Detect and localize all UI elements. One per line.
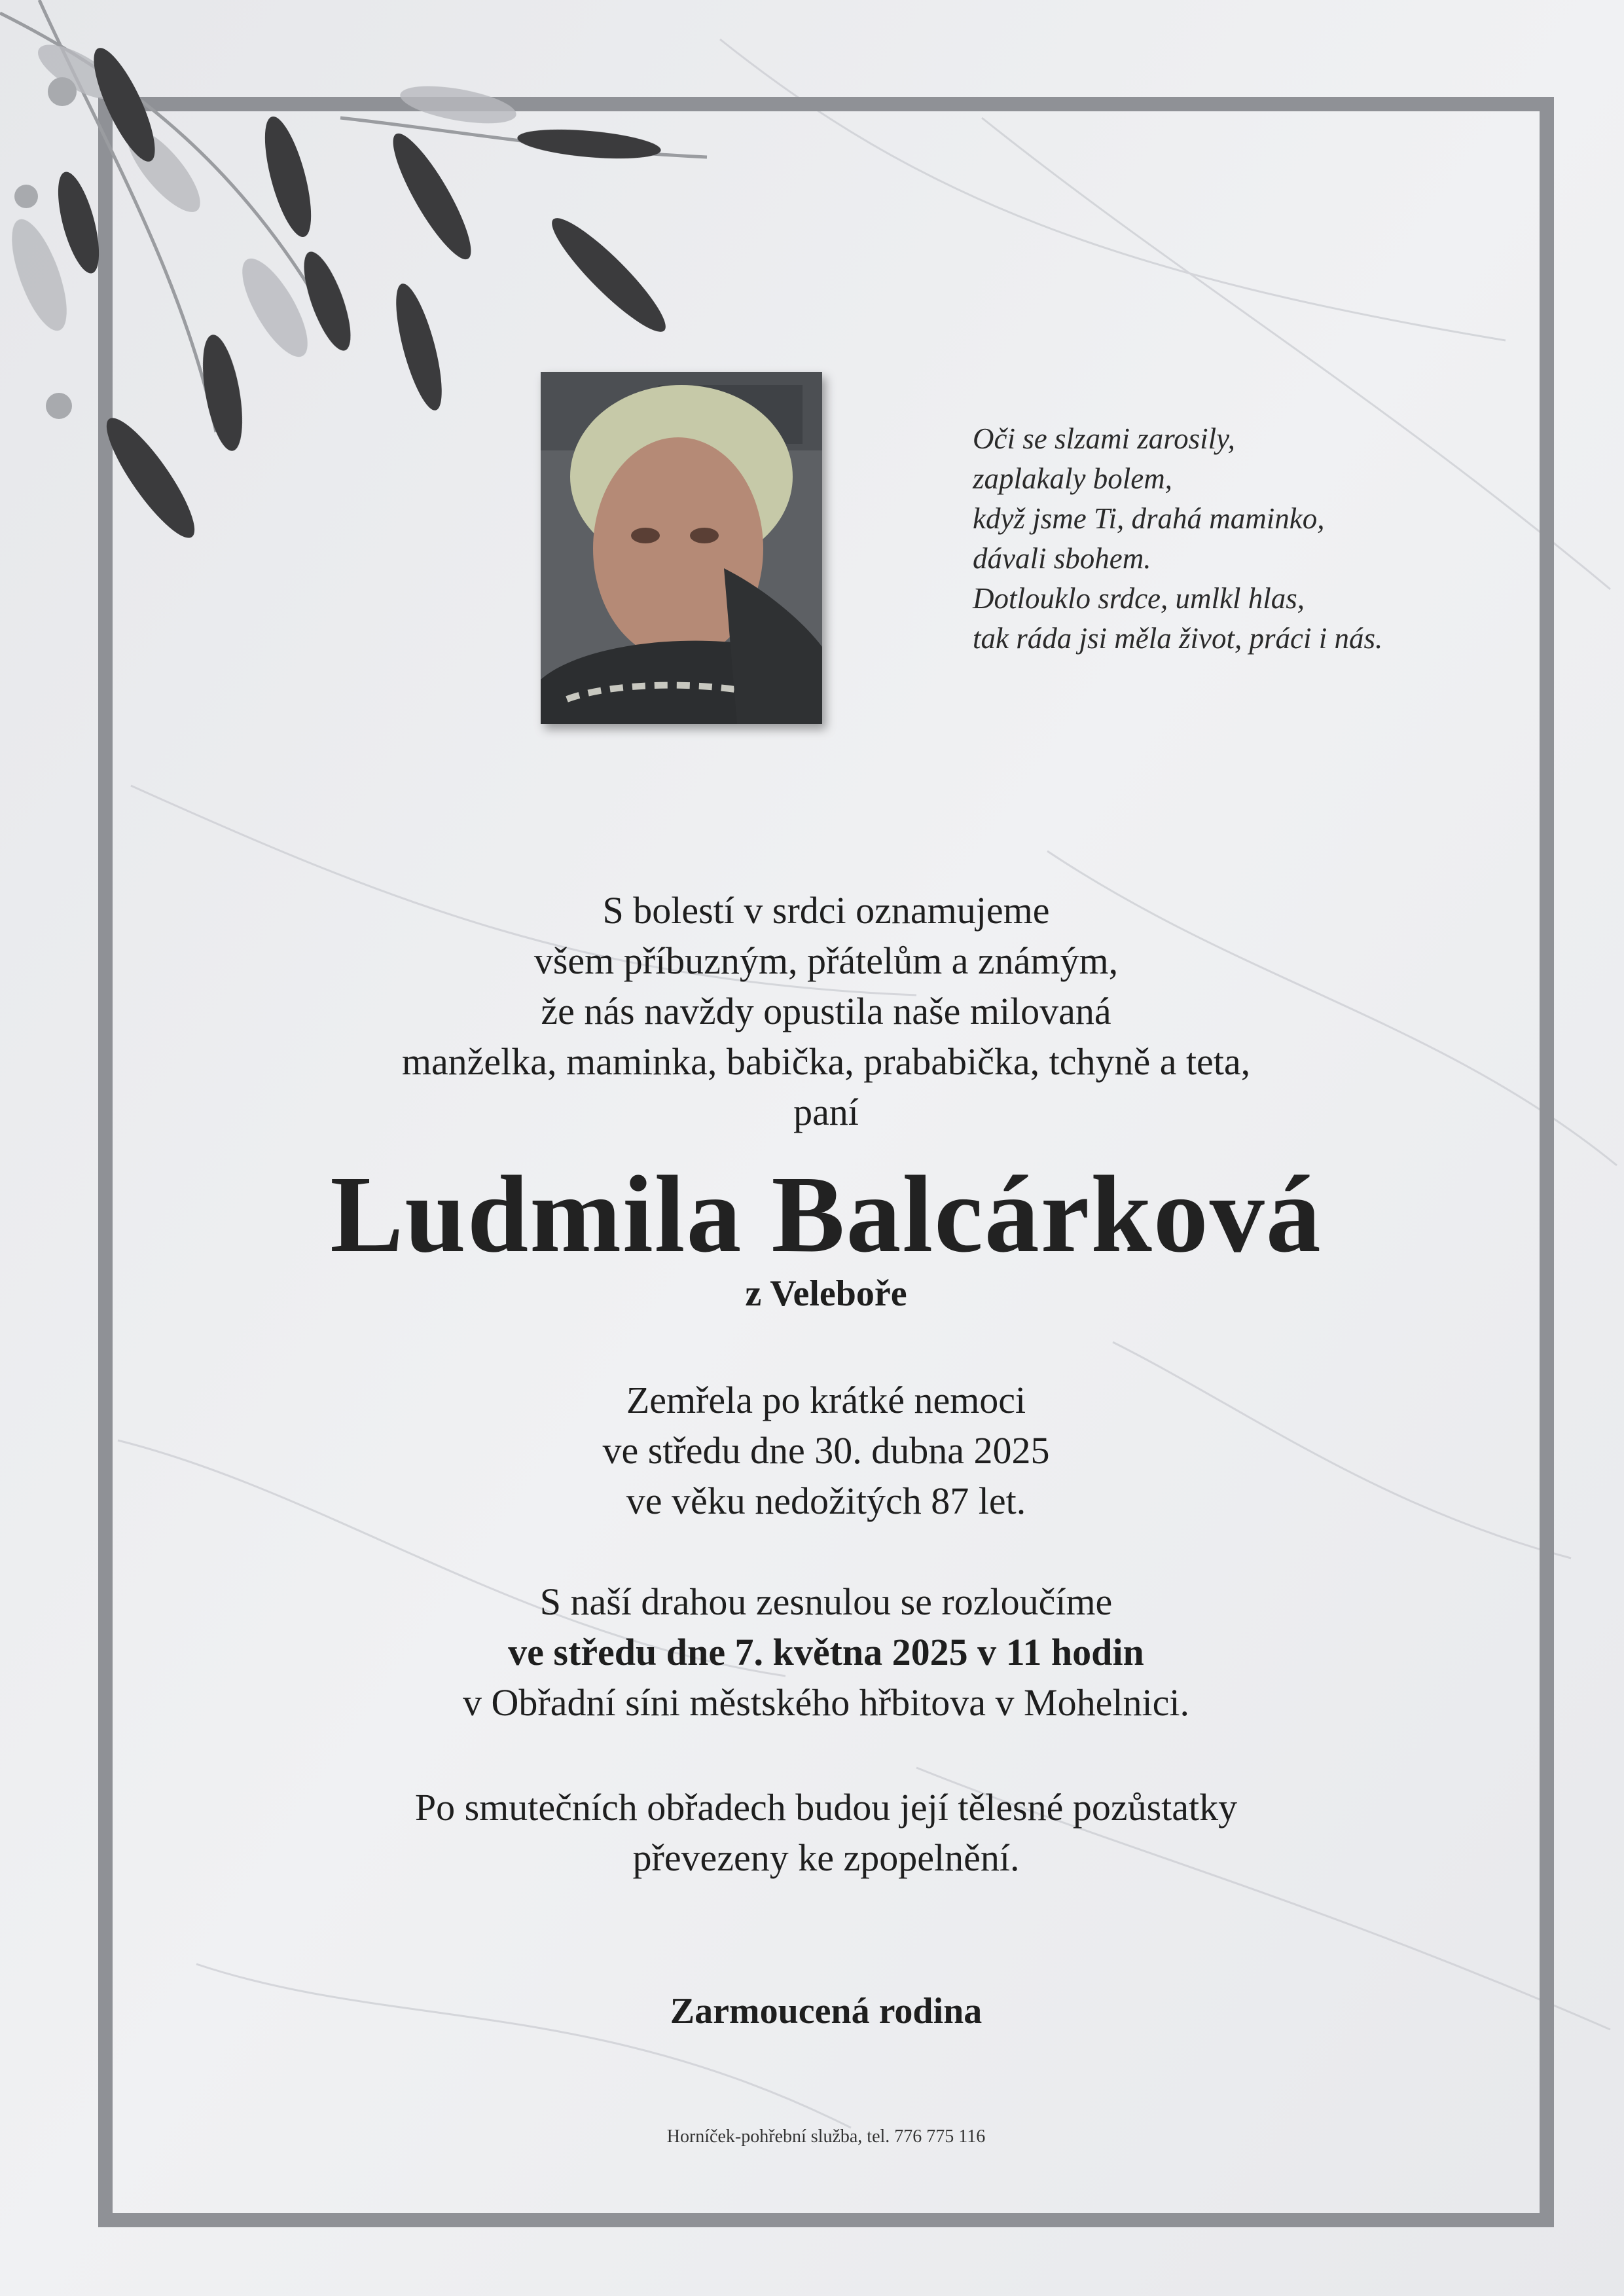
poem-line: když jsme Ti, drahá maminko, — [973, 502, 1325, 535]
death-details — [98, 1375, 1554, 1526]
cremation-line: převezeny ke zpopelnění. — [632, 1836, 1020, 1879]
announcement-line: všem příbuzným, přátelům a známým, — [533, 939, 1119, 982]
poem-line: Dotlouklo srdce, umlkl hlas, — [973, 582, 1305, 615]
announcement-line: manželka, maminka, babička, prababička, tchyně a teta, — [401, 1040, 1251, 1083]
portrait-photo — [541, 372, 822, 724]
memorial-poem — [973, 419, 1496, 659]
announcement-line: S bolestí v srdci oznamujeme — [602, 889, 1050, 932]
farewell-place: v Obřadní síni městského hřbitova v Mohelnici. — [463, 1681, 1189, 1724]
poem-line: tak ráda jsi měla život, práci i nás. — [973, 622, 1383, 655]
farewell-datetime: ve středu dne 7. května 2025 v 11 hodin — [508, 1631, 1144, 1673]
family-signature: Zarmoucená rodina — [670, 1991, 983, 2032]
announcement-line: paní — [793, 1091, 859, 1133]
poem-line: dávali sbohem. — [973, 542, 1151, 575]
cremation-note — [98, 1782, 1554, 1883]
poem-line: Oči se slzami zarosily, — [973, 422, 1235, 455]
farewell-details — [98, 1576, 1554, 1728]
farewell-intro: S naší drahou zesnulou se rozloučíme — [539, 1580, 1113, 1623]
cremation-line: Po smutečních obřadech budou její tělesné pozůstatky — [414, 1786, 1238, 1829]
death-line: Zemřela po krátké nemoci — [626, 1379, 1026, 1421]
death-line: ve středu dne 30. dubna 2025 — [602, 1429, 1050, 1472]
announcement-text — [98, 885, 1554, 1137]
death-line: ve věku nedožitých 87 let. — [626, 1480, 1026, 1522]
deceased-origin: z Veleboře — [745, 1273, 907, 1314]
deceased-name: Ludmila Balcárková — [330, 1154, 1322, 1275]
announcement-line: že nás navždy opustila naše milovaná — [541, 990, 1111, 1032]
poem-line: zaplakaly bolem, — [973, 462, 1172, 495]
funeral-service-footer: Horníček-pohřební služba, tel. 776 775 116 — [666, 2126, 986, 2147]
